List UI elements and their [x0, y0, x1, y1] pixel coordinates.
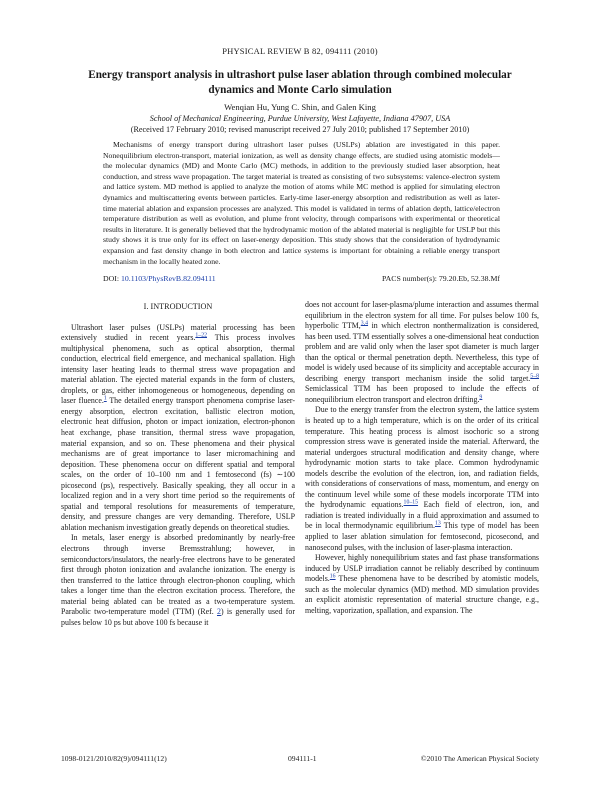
doi-line	[103, 274, 216, 283]
reference-link[interactable]: 3,4	[360, 320, 369, 327]
doi-link[interactable]: 10.1103/PhysRevB.82.094111	[120, 274, 216, 283]
paragraph: In metals, laser energy is absorbed predominantly by nearly-free electrons through inverse Bremsstrahlung; however, in semiconductors/insulators, the nearly-free electrons have to be generated first through photon ionization and avalanche ionization. The energy is then transferred to the lattice through electron-phonon coupling, which takes a longer time than the electron excitation process. Therefore, the material being ablated can be treated as a two-temperature system. Parabolic two-temperature model (TTM) (Ref. 2) is generally used for pulses below 10 ps but above 100 fs because it	[61, 533, 295, 627]
reference-link[interactable]: 9	[479, 394, 483, 401]
reference-link[interactable]: 1	[103, 395, 107, 402]
received-dates: (Received 17 February 2010; revised manuscript received 27 July 2010; published 17 September 2010)	[130, 125, 470, 134]
reference-link[interactable]: 5–8	[530, 373, 539, 380]
left-column	[61, 300, 295, 628]
paragraph: Ultrashort laser pulses (USLPs) material processing has been extensively studied in recent years.$^{1-22}$ This process involves multiphysical phenomena, such as optical absorption, thermal conduction, electrical field emergence, and mechanical spallation. High intensity laser heating leads to thermal stress wave propagation and material ablation. The ejected material expands in the form of clusters, droplets, or gas, either inhomogeneous or homogeneous, depending on laser fluence.$^1$ The detailed energy transport phenomena comprise laser-energy absorption, electron excitation, ballistic electron motion, electronic heat diffusion, photon or impact ionization, electron-phonon heat exchange, phase transition, thermal stress wave propagation, material expansion, and so on. These phenomena and their physical mechanisms are of great importance to laser micromachining and deposition. These phenomena occur on different spatial and temporal scales, on the order of 10–100 nm and 1 femtosecond (fs) ∼100 picosecond (ps), respectively. Basically speaking, they all occur in a localized region and in a very short time period so the requirements of spatial and temporal resolutions for measurements of temperature, density, and pressure changes are very demanding. Therefore, USLP ablation mechanism investigation greatly depends on theoretical studies.	[61, 322, 295, 532]
reference-link[interactable]: 13	[434, 520, 441, 527]
reference-link[interactable]: 10–15	[403, 499, 419, 506]
paragraph: Due to the energy transfer from the electron system, the lattice system is heated up to a high temperature, which is on the order of its critical temperature. This heating process is almost isochoric so a strong compression stress wave is generated inside the material. Afterward, the material undergoes structural modification and density change, where hydrodynamic motion starts to take place. Common hydrodynamic models describe the evolution of the electron, ion, and radiation fields, with considerations of conservations of mass, momentum, and energy on the continuum level while some of these models incorporate TTM into the hydrodynamic equations.$^{10-15}$ Each field of electron, ion, and radiation is treated individually in a fluid approximation and assumed to be in local thermodynamic equilibrium.$^{13}$ This type of model has been applied to laser ablation simulation for femtosecond, picosecond, and nanosecond pulses, with the inclusion of laser-plasma interaction.	[305, 405, 539, 552]
footer-issn: 1098-0121/2010/82(9)/094111(12)	[61, 754, 167, 763]
section-heading: I. INTRODUCTION	[143, 302, 213, 311]
footer-page-number: 094111-1	[288, 754, 317, 763]
author-list: Wenqian Hu, Yung C. Shin, and Galen King	[224, 102, 376, 112]
pacs-numbers: PACS number(s): 79.20.Eb, 52.38.Mf	[382, 274, 500, 283]
paper-title: Energy transport analysis in ultrashort pulse laser ablation through combined molecular dynamics and Monte Carlo simulation	[88, 69, 512, 96]
reference-link[interactable]: 16	[329, 573, 336, 580]
doi-label: DOI:	[103, 274, 120, 283]
footer-copyright: ©2010 The American Physical Society	[420, 754, 539, 763]
journal-header: PHYSICAL REVIEW B 82, 094111 (2010)	[222, 46, 378, 56]
affiliation: School of Mechanical Engineering, Purdue University, West Lafayette, Indiana 47907, USA	[149, 114, 451, 123]
reference-link[interactable]: 1–22	[195, 332, 207, 339]
right-column	[305, 300, 539, 616]
paragraph: does not account for laser-plasma/plume interaction and assumes thermal equilibrium in the electron system for all time. For pulses below 100 fs, hyperbolic TTM,$^{3,4}$ in which electron nonthermalization is considered, has been used. TTM essentially solves a one-dimensional heat conduction problem and are valid only when the laser spot diameter is much larger than the optical or thermal penetration depth. Nevertheless, this type of model is widely used because of its simplicity and acceptable accuracy in describing energy transport mechanism inside the solid target.$^{5-8}$ Semiclassical TTM has been proposed to include the effects of nonequilibrium electron transport and electron drifting.$^9$	[305, 300, 539, 404]
paragraph: However, highly nonequilibrium states and fast phase transformations induced by USLP irradiation cannot be reliably described by continuum models.$^{16}$ These phenomena have to be described by atomistic models, such as the molecular dynamics (MD) method. MD simulation provides an explicit atomistic representation of material structure change, e.g., melting, vaporization, spallation, and expansion. The	[305, 553, 539, 615]
reference-link[interactable]: 2	[216, 607, 221, 617]
abstract: Mechanisms of energy transport during ultrashort laser pulses (USLPs) ablation are investigated in this paper. Nonequilibrium electron-transport, material ionization, as well as density change effects, are studied using atomistic models—the molecular dynamics (MD) and Monte Carlo (MC) methods, in addition to the previously studied laser absorption, heat conduction, and stress wave propagation. The target material is treated as consisting of two subsystems: valence-electron system and lattice system. MD method is applied to analyze the motion of atoms while MC method is applied for simulating electron dynamics and multiscattering events between particles. Early-time laser-energy absorption and redistribution as well as later-time material ablation and expansion processes are analyzed. This model is validated in terms of ablation depth, lattice/electron temperature distribution as well as evolution, and plume front velocity, through comparisons with experimental or theoretical results in literature. It is generally believed that the hydrodynamic motion of the ablated material is negligible for USLP but this study shows it is true only for its effect on laser-energy deposition. This study shows that the consideration of hydrodynamic expansion and fast density change in both electron and lattice systems is important for obtaining a reliable energy transport mechanism in the locally heated zone.	[103, 140, 500, 266]
